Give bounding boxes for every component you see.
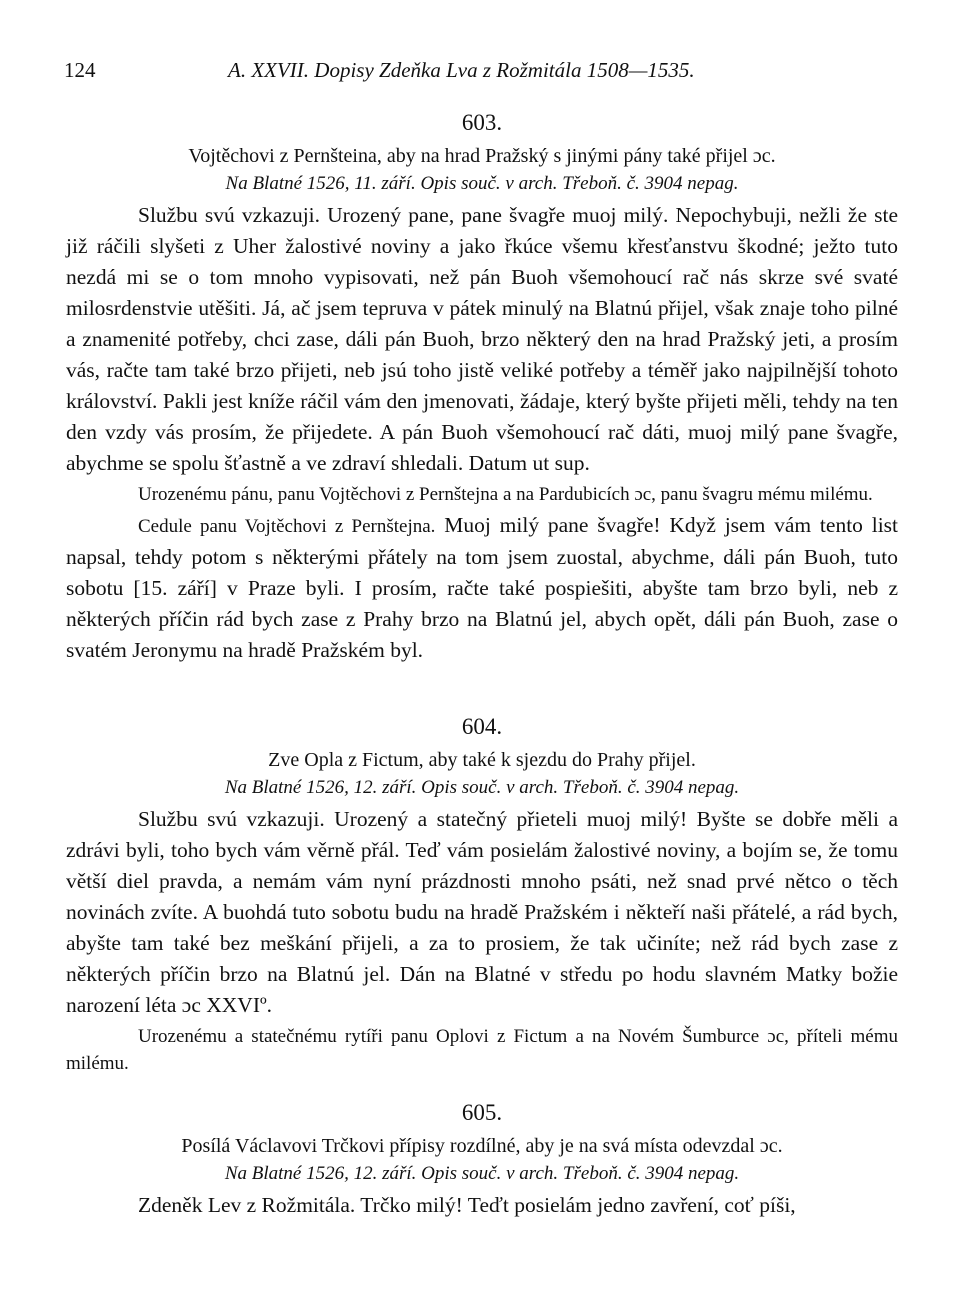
running-title: A. XXVII. Dopisy Zdeňka Lva z Rožmitála 1508—1535. xyxy=(228,58,695,82)
cedule-text: Muoj milý pane švagře! Když jsem vám tento list napsal, tehdy potom s některými přátely na tom jsem zuostal, abychme, dáli pán Buoh, tuto sobotu [15. září] v Praze byli. I prosím, račte také pospiešiti, abyšte tam brzo byli, neb z některých příčin rád bych zase z Prahy brzo na Blatnú jel, abych opět, dáli pán Buoh, zase o svatém Jeronymu na hradě Pražském byl. xyxy=(66,513,899,662)
letter-body: Zdeněk Lev z Rožmitála. Trčko milý! Teďt posielám jedno zavření, coť píši, xyxy=(138,1193,796,1217)
cedule-label: Cedule panu Vojtěchovi z Pernštejna. xyxy=(138,516,436,537)
letter-summary: Zve Opla z Fictum, aby také k sjezdu do Prahy přijel. xyxy=(268,749,696,771)
letter-summary: Vojtěchovi z Pernšteina, aby na hrad Pražský s jinými pány také přijel ɔc. xyxy=(188,145,776,167)
letter-number: 603. xyxy=(461,110,503,135)
letter-604 xyxy=(66,712,898,1077)
letter-summary: Posílá Václavovi Trčkovi přípisy rozdílné, aby je na svá místa odevzdal ɔc. xyxy=(181,1135,783,1157)
letter-address: Urozenému a statečnému rytíři panu Oplovi z Fictum a na Novém Šumburce ɔc, příteli mému milému. xyxy=(66,1026,898,1074)
letter-source: Na Blatné 1526, 12. září. Opis souč. v arch. Třeboň. č. 3904 nepag. xyxy=(224,1163,740,1184)
cedule-paragraph xyxy=(66,510,898,666)
letter-address: Urozenému pánu, panu Vojtěchovi z Pernštejna a na Pardubicích ɔc, panu švagru mému milému. xyxy=(138,484,873,505)
letter-603 xyxy=(66,108,898,666)
letter-source: Na Blatné 1526, 12. září. Opis souč. v arch. Třeboň. č. 3904 nepag. xyxy=(224,777,740,798)
letter-body: Službu svú vzkazuji. Urozený pane, pane švagře muoj milý. Nepochybuji, nežli že ste již ráčili slyšeti z Uher žalostivé noviny a jako řkúce všemu křesťanstvu škodné; ježto tuto nezdá mi se o tom mnoho vypisovati, než pán Buoh všemohoucí rač nás skrze své svaté milosrdenstvie utěšiti. Já, ač jsem tepruva v pátek minulý na Blatnú přijel, však znaje toho pilné a znamenité potřeby, chci zase, dáli pán Buoh, brzo některý den na hrad Pražský jeti, a prosím vás, račte tam také brzo přijeti, neb jsú toho jistě veliké potřeby a téměř jako najpilnější tohoto království. Pakli jest kníže ráčil vám den jmenovati, žádaje, který byšte přijeti měli, tehdy na ten den vzdy vás prosím, že přijedete. A pán Buoh všemohoucí rač dáti, muoj milý pane švagře, abychme se spolu šťastně a ve zdraví shledali. Datum ut sup. xyxy=(66,203,898,475)
letter-number: 605. xyxy=(461,1100,503,1125)
letter-body: Službu svú vzkazuji. Urozený a statečný přieteli muoj milý! Byšte se dobře měli a zdrávi byli, toho bych vám věrně přál. Teď vám posielám žalostivé noviny, a bojím se, že tomu větší diel pravda, a nemám vám nyní prázdnosti mnoho psáti, než snad prvé nětco o těch novinách zvíte. A buohdá tuto sobotu budu na hradě Pražském i někteří naši přátelé, a rád bych, abyšte tam také bez meškání přijeli, a za to prosiem, že tak učiníte; než rád bych zase z některých příčin brzo na Blatnú jel. Dán na Blatné v středu po hodu slavném Matky božie narození léta ɔc XXVIº. xyxy=(66,807,898,1017)
letter-605 xyxy=(66,1098,898,1221)
page-number: 124 xyxy=(64,58,96,82)
letter-source: Na Blatné 1526, 11. září. Opis souč. v arch. Třeboň. č. 3904 nepag. xyxy=(225,173,739,194)
running-header xyxy=(64,58,904,88)
letter-number: 604. xyxy=(461,714,503,739)
